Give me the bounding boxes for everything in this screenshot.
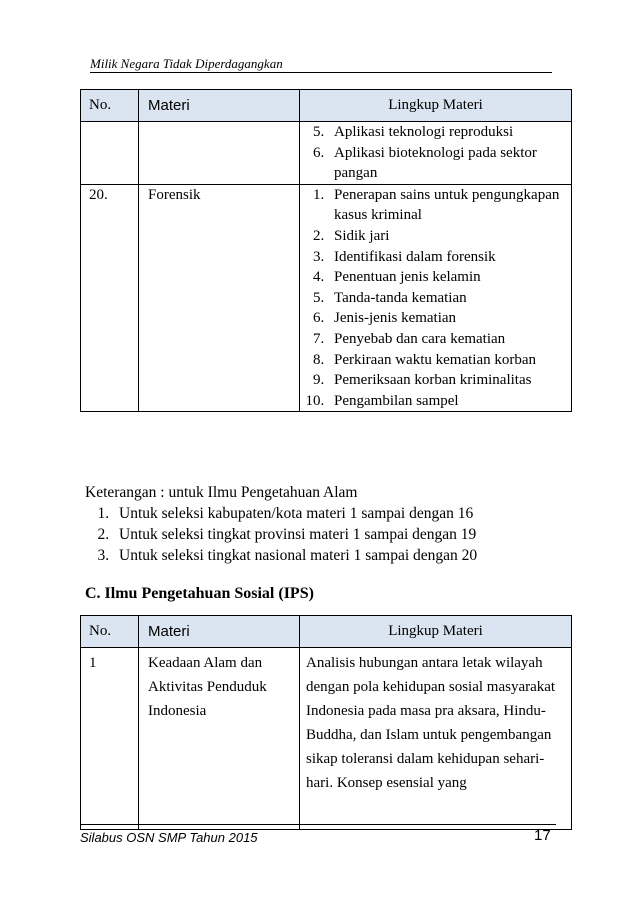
cell-no [81,122,139,185]
cell-no: 20. [81,184,139,412]
list-item: 6. Jenis-jenis kematian [328,308,571,329]
table-row [81,648,572,830]
notes-title: Keterangan : untuk Ilmu Pengetahuan Alam [85,484,358,501]
cell-lingkup: Analisis hubungan antara letak wilayah dengan pola kehidupan sosial masyarakat Indonesia pada masa pra aksara, Hindu-Buddha, dan Islam untuk pengembangan sikap toleransi dalam kehidupan sehari-hari. Konsep esensial yang [300,648,572,830]
notes-item: 1. Untuk seleksi kabupaten/kota materi 1 sampai dengan 16 [113,503,565,524]
list-item: 5. Aplikasi teknologi reproduksi [328,122,571,143]
ips-materi-table [80,615,572,830]
footer-title: Silabus OSN SMP Tahun 2015 [80,830,258,845]
cell-lingkup [300,184,572,412]
page-number: 17 [534,827,551,844]
cell-materi: Forensik [139,184,300,412]
list-item: 2. Sidik jari [328,226,571,247]
table-row [81,184,572,412]
list-item: 4. Penentuan jenis kelamin [328,267,571,288]
list-item: 5. Tanda-tanda kematian [328,288,571,309]
ipa-materi-table [80,89,572,412]
notes-item: 2. Untuk seleksi tingkat provinsi materi 1 sampai dengan 19 [113,524,565,545]
list-item: 3. Identifikasi dalam forensik [328,247,571,268]
list-item: 7. Penyebab dan cara kematian [328,329,571,350]
section-title: C. Ilmu Pengetahuan Sosial (IPS) [85,585,314,602]
cell-no: 1 [81,648,139,830]
list-item: 6. Aplikasi bioteknologi pada sektor pangan [328,143,571,184]
running-header: Milik Negara Tidak Diperdagangkan [90,56,552,73]
cell-materi: Keadaan Alam dan Aktivitas Penduduk Indonesia [139,648,300,830]
table-header-row [81,616,572,648]
column-header-materi: Materi [139,616,300,648]
column-header-no: No. [81,616,139,648]
column-header-no: No. [81,90,139,122]
table-row [81,122,572,185]
cell-lingkup [300,122,572,185]
table-header-row [81,90,572,122]
list-item: 9. Pemeriksaan korban kriminalitas [328,370,571,391]
footer-divider [80,824,556,825]
notes-block [85,482,565,566]
notes-item: 3. Untuk seleksi tingkat nasional materi 1 sampai dengan 20 [113,545,565,566]
column-header-lingkup: Lingkup Materi [300,616,572,648]
column-header-lingkup: Lingkup Materi [300,90,572,122]
list-item: 1. Penerapan sains untuk pengungkapan kasus kriminal [328,185,571,226]
cell-materi [139,122,300,185]
column-header-materi: Materi [139,90,300,122]
list-item: 8. Perkiraan waktu kematian korban [328,350,571,371]
list-item: 10. Pengambilan sampel [328,391,571,412]
